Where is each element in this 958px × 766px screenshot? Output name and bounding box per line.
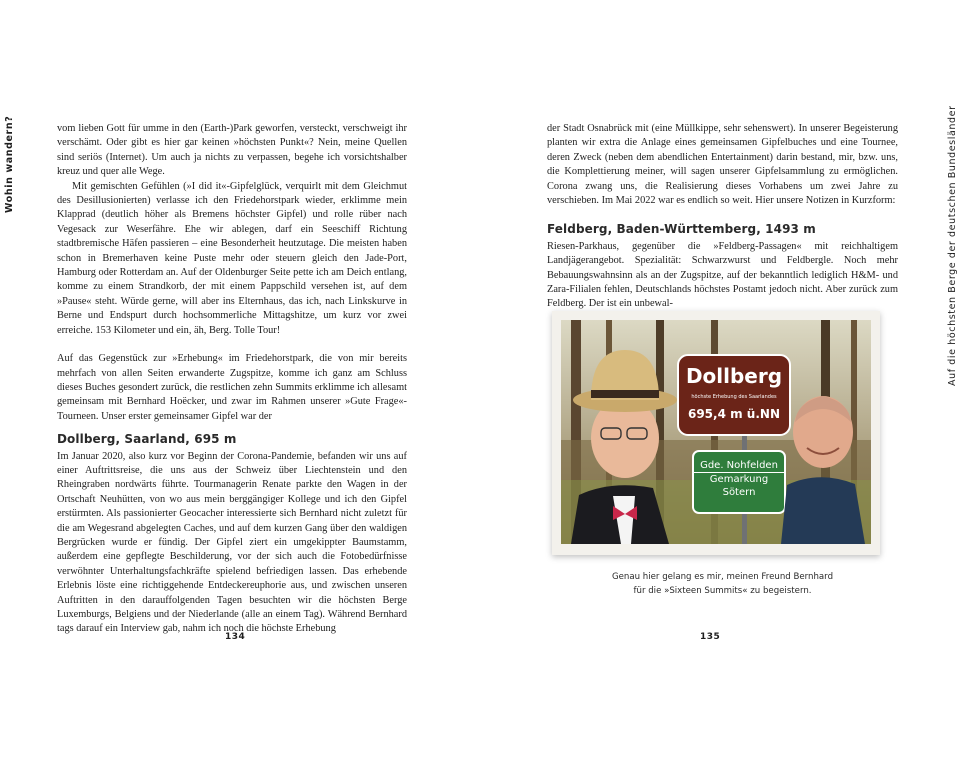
sign-main-text: Dollberg [685, 364, 783, 388]
sign-subtitle-text: höchste Erhebung des Saarlandes [691, 394, 777, 400]
sign-height-text: 695,4 m ü.NN [687, 407, 780, 421]
green-sign-line: Gde. Nohfelden [693, 459, 785, 473]
paragraph: der Stadt Osnabrück mit (eine Müllkippe, sehr sehenswert). In unserer Begeisterung planten wir extra die Anlage eines gemeinsamen Gipfelbuches und eine Tournee, deren Zweck (neben dem abendlichen Entertainment) darin bestand, mir, bzw. uns, die Komplettierung meiner, will sagen unserer Gipfelsammlung zu ermöglichen. Corona zwang uns, die Realisierung dieses Vorhabens um zwei Jahre zu verschieben. Im Mai 2022 war es endlich so weit. Hier unsere Notizen in Kurzform: [547, 123, 898, 207]
green-sign-text [693, 459, 785, 499]
page-number-right: 135 [700, 632, 721, 642]
photo-dollberg-summit [552, 311, 880, 555]
green-sign-line: Gemarkung [709, 474, 769, 485]
paragraph: Mit gemischten Gefühlen (»I did it«-Gipfelglück, verquirlt mit dem Gleichmut des Desillusionierten) verlasse ich den Friedehorstpark wieder, erklimme mein Klapprad (deutlich höher als Bremens höchster Gipfel) und rolle rüber nach Vegesack zur Weserfähre. Ehe wir ablegen, darf ein Seeschiff Richtung stadtbremische Häfen passieren – eine Besonderheit heutzutage. Die meisten haben schon in Bremerhaven keine Puste mehr oder steuern gleich den Jade-Port, Hamburg oder Rotterdam an. Auf der Oldenburger Seite pette ich am Deich entlang, komme zu einem Strandkorb, der mit einem Pappschild versehen ist, auf dem »Pause« steht. Würde gerne, will aber ins Elternhaus, das ich, nach Linkskurve in Berne und Endspurt durch hochsommerliche Mittagshitze, um kurz vor zwei erreiche. 153 Kilometer und ein, äh, Berg. Tolle Tour! [57, 180, 407, 336]
section-heading-dollberg: Dollberg, Saarland, 695 m [57, 432, 237, 447]
left-page-text [57, 122, 407, 637]
section-heading-feldberg: Feldberg, Baden-Württemberg, 1493 m [547, 222, 816, 237]
page-number-left: 134 [225, 632, 246, 642]
photo-caption-line: Genau hier gelang es mir, meinen Freund Bernhard [611, 572, 834, 582]
green-sign-line: Sötern [722, 487, 756, 498]
paragraph: Riesen-Parkhaus, gegenüber die »Feldberg-Passagen« mit reichhaltigem Landjägerangebot. Spezialität: Schwarzwurst und Feldbergle. Noch mehr Bebauungswahnsinn als an der Zugspitze, auf der bekanntlich lediglich H&M- und Zara-Filialen fehlen, Deutschlands höchstes Postamt jedoch nicht. Aber zurück zum Feldberg. Der ist ein unbewal- [547, 240, 898, 310]
running-head-right: Auf die höchsten Berge der deutschen Bundesländer [947, 105, 958, 386]
paragraph: Auf das Gegenstück zur »Erhebung« im Friedehorstpark, die von mir bereits mehrfach von allen Seiten erwanderte Zugspitze, komme ich ganz am Schluss dieses Buches gesondert zurück, die restlichen zehn Summits erklimme ich allesamt gemeinsam mit Bernhard Hoëcker, und zwar im Rahmen unserer »Gute Frage«-Tourneen. Unser erster gemeinsamer Gipfel war der [57, 353, 407, 422]
right-page-text [547, 122, 898, 312]
photo-image [561, 320, 871, 544]
photo-caption-line: für die »Sixteen Summits« zu begeistern. [633, 586, 812, 596]
running-head-left: Wohin wandern? [4, 115, 15, 213]
paragraph: vom lieben Gott für umme in den (Earth-)Park geworfen, versteckt, verschweigt ihr verschämt. Oder gibt es hier gar keinen »höchsten Punkt«? Nein, meine Quellen sind seriös (Internet). Um auch ja nichts zu verpassen, begehe ich vorsichtshalber kreuz und quer alle Wege. [57, 123, 407, 178]
paragraph: Im Januar 2020, also kurz vor Beginn der Corona-Pandemie, befanden wir uns auf einer Auftrittsreise, die uns aus der Schweiz über Liechtenstein und den Rheingraben nordwärts führte. Tourmanagerin Renate parkte den Wagen in der Ortschaft Neuhütten, von wo aus mein berggängiger Kollege und ich den Gipfel erstürmten. Als passionierter Geocacher interessierte sich Bernhard nicht zuletzt für die am Wegesrand abgelegten Caches, und auf dem kurzen Gang über den waldigen Bergrücken wurde er fündig. Der Gipfel ziert ein umgekippter Baumstamm, außerdem eine gepflegte Beschilderung, vor der sich auch die Fotobedürfnisse verwöhnter Unterhaltungsfachkräfte spielend befriedigen lassen. Das erhebende Erlebnis löste eine richtiggehende Entdeckereuphorie aus, und zwischen unseren Auftritten in den darauffolgenden Tagen besuchten wir die höchsten Berge Luxemburgs, Belgiens und der Niederlande (alle an einem Tag). Während Bernhard tags darauf ein Interview gab, nahm ich noch die höchste Erhebung [57, 450, 407, 635]
